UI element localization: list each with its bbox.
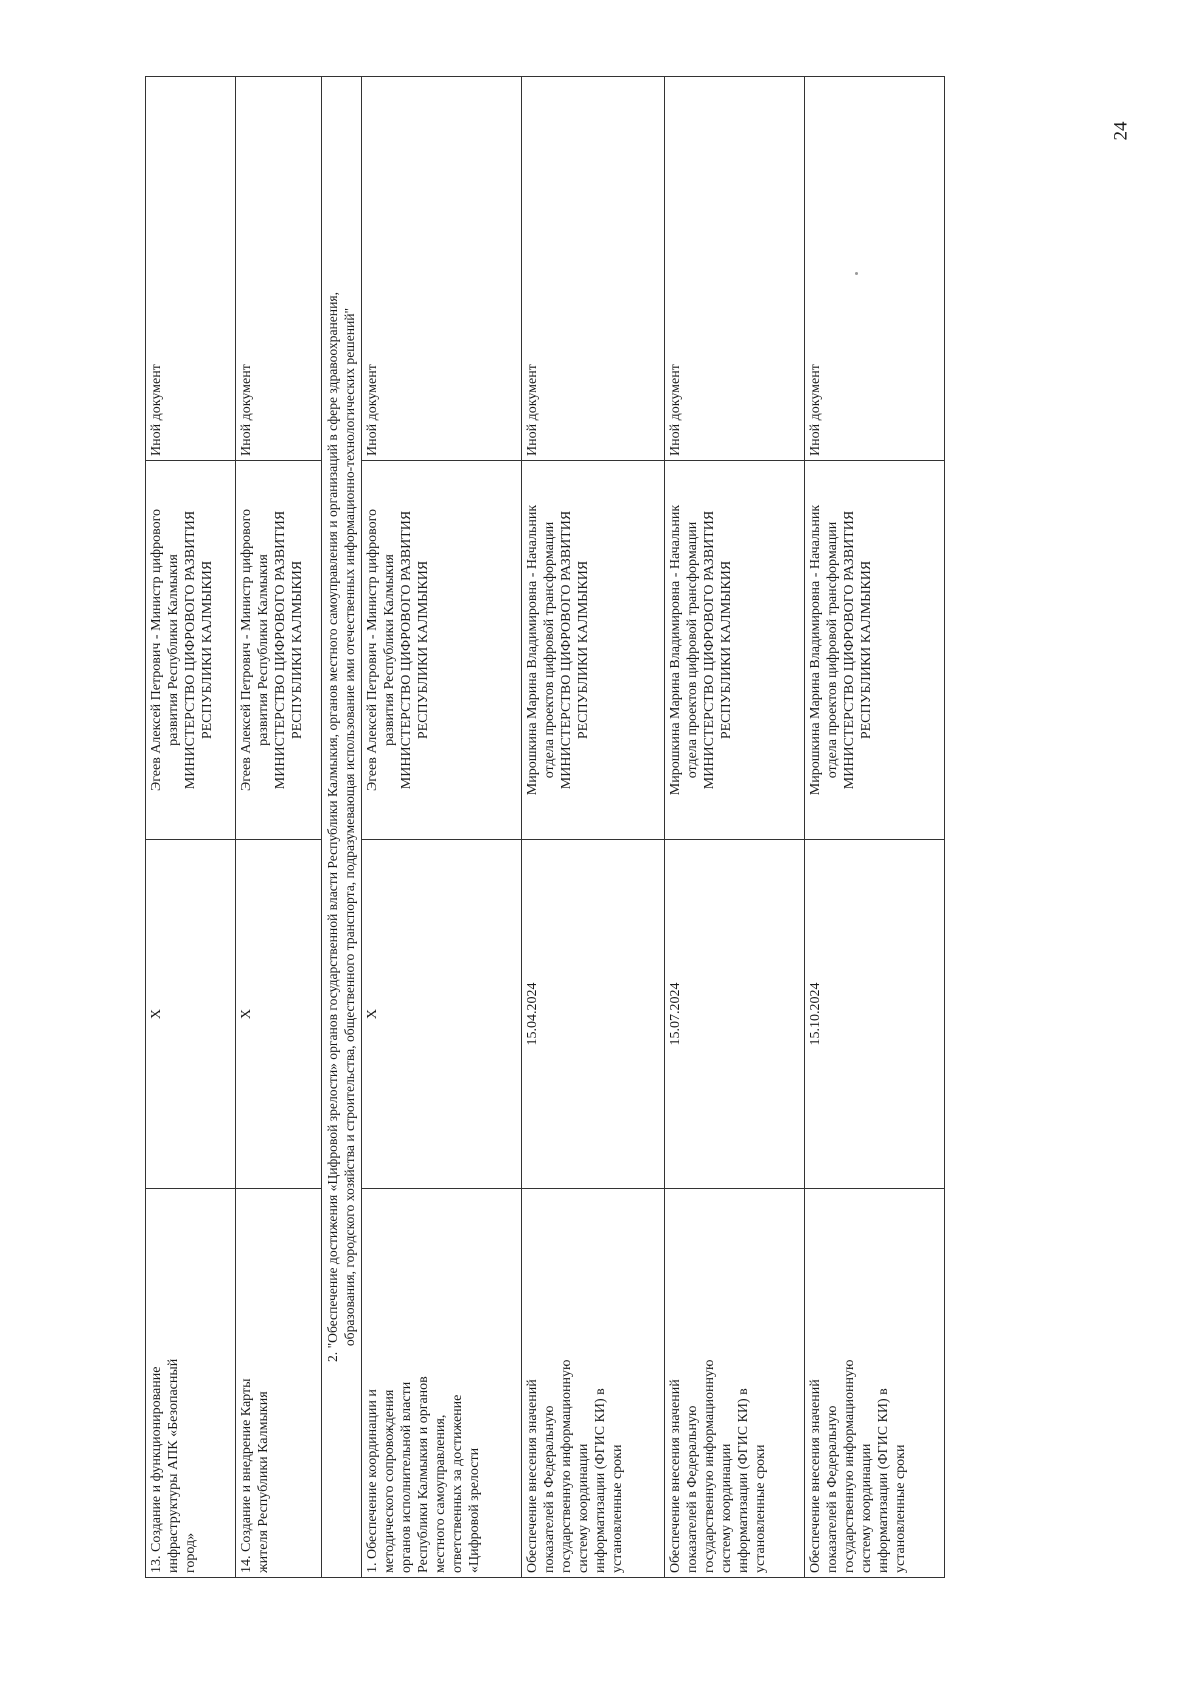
rotated-table-wrapper	[145, 113, 988, 1578]
document-type-cell: Иной документ	[236, 77, 322, 461]
table-row	[236, 77, 322, 1578]
cell-text: Эгеев Алексей Петрович - Министр цифрового	[239, 509, 254, 792]
activity-name-cell	[236, 1189, 322, 1578]
cell-text: показателей в Федеральную	[825, 1405, 840, 1573]
cell-text: установленные сроки	[610, 1444, 625, 1573]
cell-text: развития Республики Калмыкия	[382, 554, 397, 746]
document-type-cell: Иной документ	[665, 77, 805, 461]
cell-text: РЕСПУБЛИКИ КАЛМЫКИЯ	[859, 560, 874, 740]
cell-text: МИНИСТЕРСТВО ЦИФРОВОГО РАЗВИТИЯ	[399, 510, 414, 790]
cell-text: отдела проектов цифровой трансформации	[825, 521, 840, 779]
section-title-line: образования, городского хозяйства и строительства, общественного транспорта, подразумевающая использование ими отечественных информационно-технологических решений"	[342, 307, 357, 1347]
activity-name-cell	[522, 1189, 665, 1578]
cell-text: установленные сроки	[753, 1444, 768, 1573]
table-row	[522, 77, 665, 1578]
cell-text: РЕСПУБЛИКИ КАЛМЫКИЯ	[290, 560, 305, 740]
responsible-cell	[805, 461, 945, 840]
activity-name-cell	[362, 1189, 522, 1578]
cell-text: Эгеев Алексей Петрович - Министр цифрового	[365, 509, 380, 792]
cell-text: ответственных за достижение	[450, 1394, 465, 1573]
cell-text: развития Республики Калмыкия	[256, 554, 271, 746]
activity-name-cell	[805, 1189, 945, 1578]
cell-text: отдела проектов цифровой трансформации	[542, 521, 557, 779]
table-row	[805, 77, 945, 1578]
cell-text: МИНИСТЕРСТВО ЦИФРОВОГО РАЗВИТИЯ	[183, 510, 198, 790]
cell-text: жителя Республики Калмыкия	[256, 1391, 271, 1573]
cell-text: 1. Обеспечение координации и	[365, 1389, 380, 1573]
deadline-cell: 15.10.2024	[805, 840, 945, 1189]
cell-text: Мирошкина Марина Владимировна - Начальник	[808, 504, 823, 796]
cell-text: органов исполнительной власти	[399, 1381, 414, 1573]
cell-text: показателей в Федеральную	[685, 1405, 700, 1573]
cell-text: информатизации (ФГИС КИ) в	[736, 1388, 751, 1573]
table-row	[665, 77, 805, 1578]
cell-text: информатизации (ФГИС КИ) в	[593, 1388, 608, 1573]
cell-text: государственную информационную	[559, 1359, 574, 1573]
cell-text: 13. Создание и функционирование	[149, 1366, 164, 1573]
cell-text: город»	[183, 1532, 198, 1573]
document-type-cell: Иной документ	[146, 77, 236, 461]
scan-speck	[855, 272, 858, 275]
cell-text: отдела проектов цифровой трансформации	[685, 521, 700, 779]
cell-text: показателей в Федеральную	[542, 1405, 557, 1573]
cell-text: МИНИСТЕРСТВО ЦИФРОВОГО РАЗВИТИЯ	[559, 510, 574, 790]
cell-text: Республики Калмыкия и органов	[416, 1376, 431, 1573]
cell-text: государственную информационную	[702, 1359, 717, 1573]
cell-text: инфраструктуры АПК «Безопасный	[166, 1358, 181, 1573]
responsible-cell	[362, 461, 522, 840]
cell-text: Обеспечение внесения значений	[668, 1379, 683, 1573]
cell-text: развития Республики Калмыкия	[166, 554, 181, 746]
responsible-cell	[146, 461, 236, 840]
cell-text: систему координации	[859, 1443, 874, 1573]
cell-text: РЕСПУБЛИКИ КАЛМЫКИЯ	[200, 560, 215, 740]
cell-text: Мирошкина Марина Владимировна - Начальник	[525, 504, 540, 796]
page-number: 24	[1110, 121, 1132, 141]
cell-text: РЕСПУБЛИКИ КАЛМЫКИЯ	[719, 560, 734, 740]
cell-text: информатизации (ФГИС КИ) в	[876, 1388, 891, 1573]
cell-text: «Цифровой зрелости	[467, 1447, 482, 1573]
cell-text: методического сопровождения	[382, 1389, 397, 1573]
section-header-row	[322, 77, 362, 1578]
deadline-cell: X	[362, 840, 522, 1189]
table-row	[146, 77, 236, 1578]
deadline-cell: 15.07.2024	[665, 840, 805, 1189]
plan-table	[145, 76, 945, 1578]
section-title	[322, 77, 362, 1578]
cell-text: РЕСПУБЛИКИ КАЛМЫКИЯ	[576, 560, 591, 740]
cell-text: Эгеев Алексей Петрович - Министр цифрового	[149, 509, 164, 792]
document-type-cell: Иной документ	[522, 77, 665, 461]
deadline-cell: X	[146, 840, 236, 1189]
deadline-cell: X	[236, 840, 322, 1189]
table-row	[362, 77, 522, 1578]
cell-text: 14. Создание и внедрение Карты	[239, 1378, 254, 1573]
section-title-line: 2. "Обеспечение достижения «Цифровой зрелости» органов государственной власти Республики Калмыкия, органов местного самоуправления и организаций в сфере здравоохранения,	[325, 291, 340, 1363]
cell-text: Мирошкина Марина Владимировна - Начальник	[668, 504, 683, 796]
cell-text: государственную информационную	[842, 1359, 857, 1573]
cell-text: МИНИСТЕРСТВО ЦИФРОВОГО РАЗВИТИЯ	[273, 510, 288, 790]
activity-name-cell	[665, 1189, 805, 1578]
cell-text: систему координации	[576, 1443, 591, 1573]
cell-text: МИНИСТЕРСТВО ЦИФРОВОГО РАЗВИТИЯ	[702, 510, 717, 790]
cell-text: установленные сроки	[893, 1444, 908, 1573]
cell-text: МИНИСТЕРСТВО ЦИФРОВОГО РАЗВИТИЯ	[842, 510, 857, 790]
cell-text: Обеспечение внесения значений	[808, 1379, 823, 1573]
document-type-cell: Иной документ	[362, 77, 522, 461]
document-type-cell: Иной документ	[805, 77, 945, 461]
cell-text: систему координации	[719, 1443, 734, 1573]
activity-name-cell	[146, 1189, 236, 1578]
cell-text: местного самоуправления,	[433, 1414, 448, 1573]
responsible-cell	[522, 461, 665, 840]
responsible-cell	[236, 461, 322, 840]
cell-text: РЕСПУБЛИКИ КАЛМЫКИЯ	[416, 560, 431, 740]
cell-text: Обеспечение внесения значений	[525, 1379, 540, 1573]
responsible-cell	[665, 461, 805, 840]
deadline-cell: 15.04.2024	[522, 840, 665, 1189]
